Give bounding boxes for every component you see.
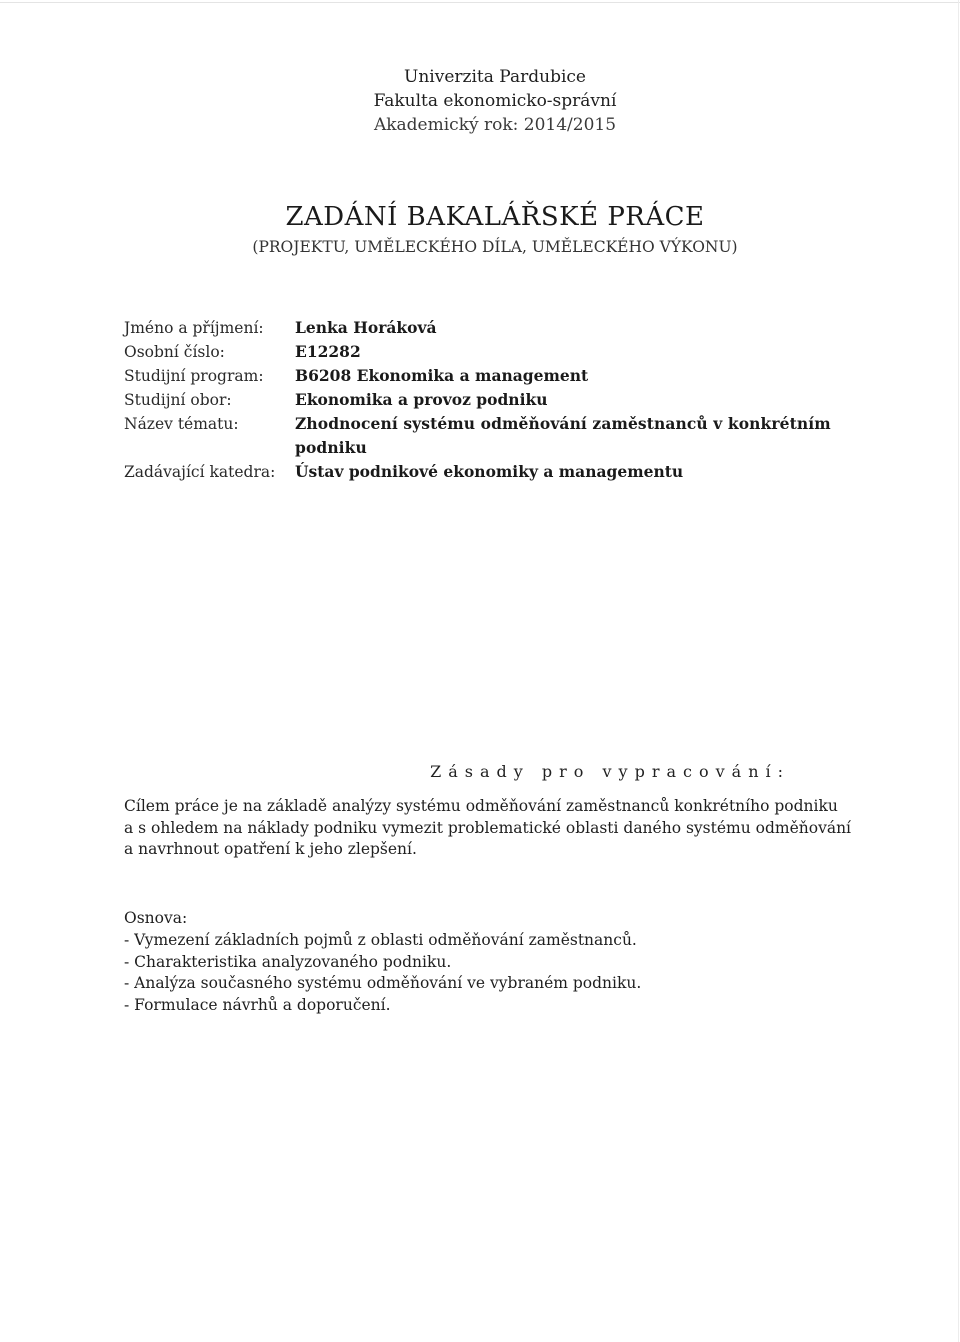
field-row-topic xyxy=(124,412,884,460)
student-name: Lenka Horáková xyxy=(295,318,437,337)
outline-item: - Analýza současného systému odměňování ve vybraném podniku. xyxy=(124,974,642,992)
field-label: Osobní číslo: xyxy=(124,343,225,361)
faculty-name: Fakulta ekonomicko-správní xyxy=(373,91,617,111)
principles-text xyxy=(124,796,884,861)
thesis-topic-line: podniku xyxy=(295,438,367,457)
field-row-department xyxy=(124,460,884,484)
field-label: Zadávající katedra: xyxy=(124,463,276,481)
field-label: Název tématu: xyxy=(124,415,239,433)
field-row-field-of-study xyxy=(124,388,884,412)
personal-number: E12282 xyxy=(295,342,361,361)
document-subtitle: (PROJEKTU, UMĚLECKÉHO DÍLA, UMĚLECKÉHO VÝKONU) xyxy=(252,238,738,256)
thesis-info-fields xyxy=(124,316,884,484)
outline-section xyxy=(124,907,884,1016)
academic-year: Akademický rok: 2014/2015 xyxy=(373,115,617,135)
field-row-name xyxy=(124,316,884,340)
paragraph-line: a navrhnout opatření k jeho zlepšení. xyxy=(124,840,417,858)
outline-title: Osnova: xyxy=(124,909,188,927)
document-header xyxy=(0,65,960,137)
field-label: Studijní obor: xyxy=(124,391,232,409)
scan-edge xyxy=(0,2,960,3)
field-label: Studijní program: xyxy=(124,367,264,385)
paragraph-line: a s ohledem na náklady podniku vymezit problematické oblasti daného systému odměňování xyxy=(124,818,852,837)
field-of-study: Ekonomika a provoz podniku xyxy=(295,390,548,409)
study-program: B6208 Ekonomika a management xyxy=(295,366,589,385)
field-row-study-program xyxy=(124,364,884,388)
outline-item: - Vymezení základních pojmů z oblasti odměňování zaměstnanců. xyxy=(124,931,637,949)
document-title: ZADÁNÍ BAKALÁŘSKÉ PRÁCE xyxy=(285,202,705,232)
outline-item: - Charakteristika analyzovaného podniku. xyxy=(124,952,452,971)
principles-heading xyxy=(0,760,790,784)
thesis-topic-line: Zhodnocení systému odměňování zaměstnanců v konkrétním xyxy=(295,414,831,433)
field-label: Jméno a příjmení: xyxy=(124,319,264,337)
department: Ústav podnikové ekonomiky a managementu xyxy=(295,462,684,481)
paragraph-line: Cílem práce je na základě analýzy systému odměňování zaměstnanců konkrétního podniku xyxy=(124,797,838,815)
field-row-personal-number xyxy=(124,340,884,364)
outline-item: - Formulace návrhů a doporučení. xyxy=(124,995,391,1014)
university-name: Univerzita Pardubice xyxy=(404,67,586,87)
principles-heading-text: Zásady pro vypracování: xyxy=(430,762,790,781)
thesis-topic xyxy=(295,412,884,460)
